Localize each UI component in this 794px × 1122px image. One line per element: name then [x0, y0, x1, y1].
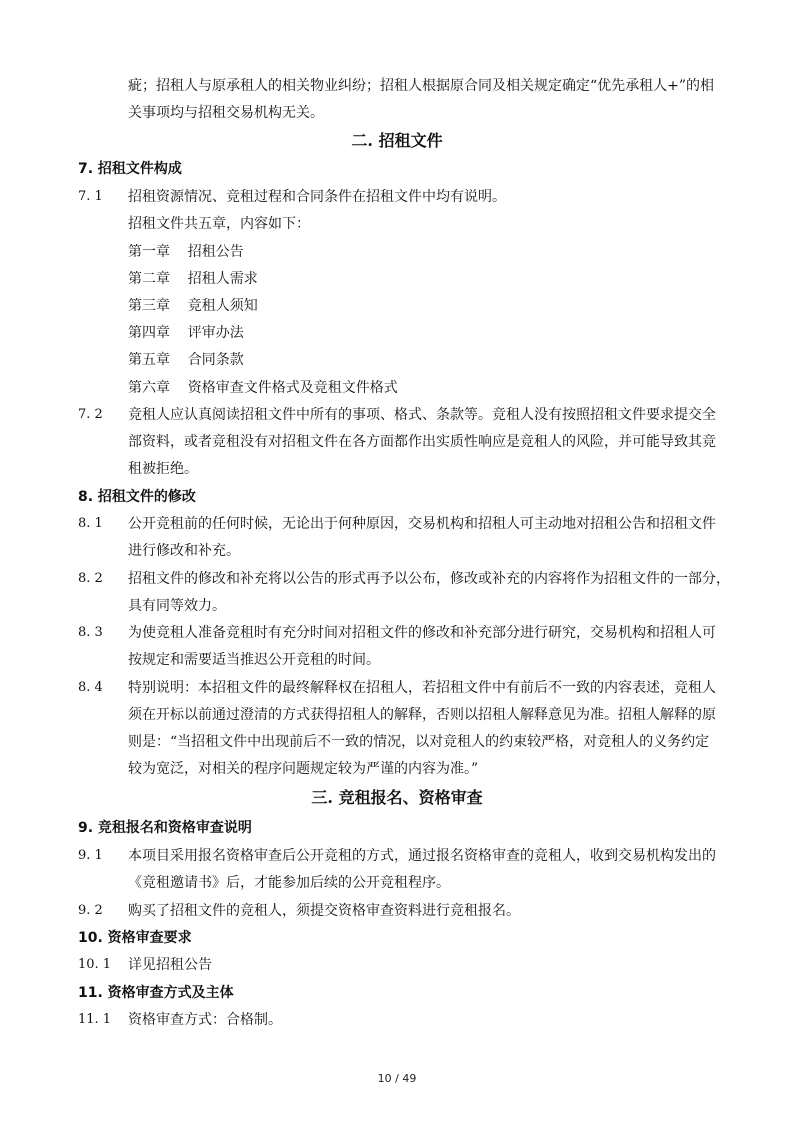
clause-number: 8. 3 [78, 625, 103, 640]
clause-number: 8. 4 [78, 680, 103, 695]
clause-line: 购买了招租文件的竞租人，须提交资格审查资料进行竞租报名。 [128, 903, 520, 919]
subsection-heading: 10. 资格审查要求 [78, 930, 192, 946]
section-title: 三. 竞租报名、资格审查 [311, 788, 483, 807]
page-number: 10 / 49 [377, 1072, 417, 1085]
clause-number: 8. 1 [78, 516, 103, 531]
subsection-heading: 11. 资格审查方式及主体 [78, 985, 234, 1001]
clause-line: 部资料，或者竞租没有对招租文件在各方面都作出实质性响应是竞租人的风险，并可能导致其竞 [128, 434, 716, 450]
clause-line: 招租资源情况、竞租过程和合同条件在招租文件中均有说明。 [128, 189, 506, 205]
clause-line: 须在开标以前通过澄清的方式获得招租人的解释，否则以招租人解释意见为准。招租人解释的原 [128, 707, 716, 723]
clause-line: 资格审查方式：合格制。 [128, 1012, 282, 1028]
clause-number: 9. 2 [78, 903, 103, 918]
clause-number: 8. 2 [78, 571, 103, 586]
chapter-item: 第六章 资格审查文件格式及竞租文件格式 [128, 380, 398, 396]
chapter-item: 第三章 竞租人须知 [128, 298, 258, 314]
clause-line: 《竞租邀请书》后，才能参加后续的公开竞租程序。 [128, 875, 450, 891]
clause-line: 招租文件的修改和补充将以公告的形式再予以公布，修改或补充的内容将作为招租文件的一部分， [128, 571, 730, 587]
subsection-heading: 9. 竞租报名和资格审查说明 [78, 820, 252, 836]
clause-number: 10. 1 [78, 957, 112, 972]
clause-line: 特别说明：本招租文件的最终解释权在招租人，若招租文件中有前后不一致的内容表述，竞租人 [128, 680, 716, 696]
clause-line: 具有同等效力。 [128, 598, 226, 614]
paragraph-line: 疵；招租人与原承租人的相关物业纠纷；招租人根据原合同及相关规定确定“优先承租人+”的相 [128, 78, 715, 94]
chapter-item: 第二章 招租人需求 [128, 271, 258, 287]
chapter-item: 第四章 评审办法 [128, 325, 244, 341]
chapter-item: 第一章 招租公告 [128, 244, 244, 260]
chapter-item: 第五章 合同条款 [128, 352, 244, 368]
clause-line: 本项目采用报名资格审查后公开竞租的方式，通过报名资格审查的竞租人，收到交易机构发出的 [128, 848, 716, 864]
clause-number: 7. 1 [78, 189, 103, 204]
clause-line: 招租文件共五章，内容如下： [128, 216, 310, 232]
clause-line: 则是：“当招租文件中出现前后不一致的情况，以对竞租人的约束较严格，对竞租人的义务约定 [128, 734, 710, 750]
clause-number: 9. 1 [78, 848, 103, 863]
clause-number: 7. 2 [78, 407, 103, 422]
clause-line: 进行修改和补充。 [128, 543, 240, 559]
clause-line: 竞租人应认真阅读招租文件中所有的事项、格式、条款等。竞租人没有按照招租文件要求提交全 [128, 407, 716, 423]
clause-line: 租被拒绝。 [128, 461, 198, 477]
paragraph-line: 关事项均与招租交易机构无关。 [128, 105, 324, 121]
subsection-heading: 7. 招租文件构成 [78, 161, 182, 177]
subsection-heading: 8. 招租文件的修改 [78, 489, 196, 505]
clause-line: 为使竞租人准备竞租时有充分时间对招租文件的修改和补充部分进行研究，交易机构和招租人可 [128, 625, 716, 641]
clause-number: 11. 1 [78, 1012, 112, 1027]
section-title: 二. 招租文件 [351, 131, 443, 150]
clause-line: 详见招租公告 [128, 957, 212, 973]
clause-line: 按规定和需要适当推迟公开竞租的时间。 [128, 652, 380, 668]
clause-line: 较为宽泛，对相关的程序问题规定较为严谨的内容为准。” [128, 761, 479, 777]
clause-line: 公开竞租前的任何时候，无论出于何种原因，交易机构和招租人可主动地对招租公告和招租文件 [128, 516, 716, 532]
